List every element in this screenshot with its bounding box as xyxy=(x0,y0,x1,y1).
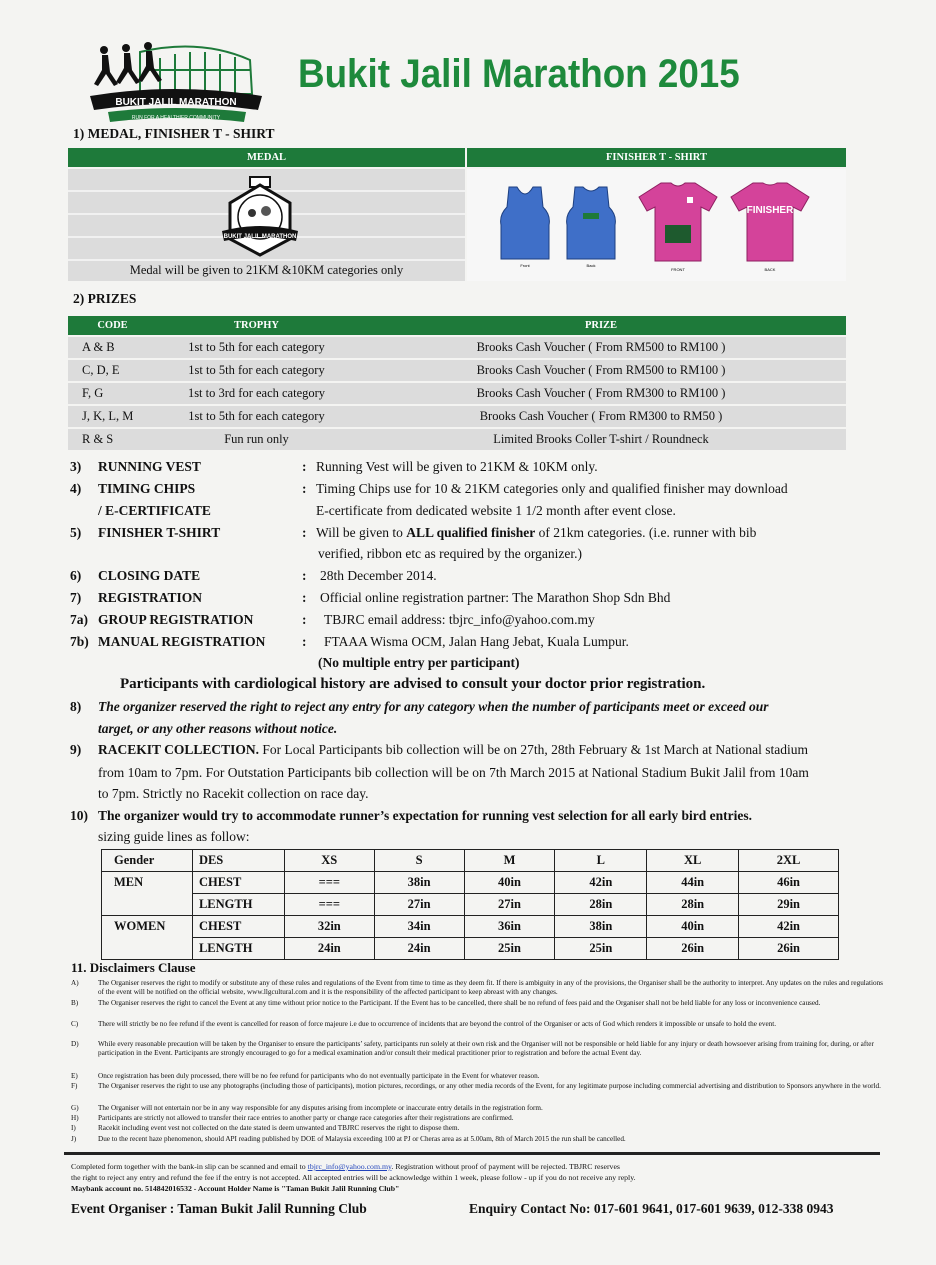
colon: : xyxy=(302,568,307,583)
cell xyxy=(102,894,193,916)
cell: LENGTH xyxy=(192,894,284,916)
divider xyxy=(64,1152,880,1155)
cell: 42in xyxy=(555,872,647,894)
medal-caption: Medal will be given to 21KM &10KM categories only xyxy=(129,263,404,277)
colon: : xyxy=(302,612,307,627)
tee-back-label: BACK xyxy=(764,267,776,272)
cell-trophy: 1st to 5th for each category xyxy=(157,337,356,358)
disclaimer-text: The Organiser reserves the right to cancel the Event at any time without prior notice to the Participant. If the Event has to be cancelled, there shall be no refund of fees paid and the Organiser shall not be held liable for any loss or inconvenience caused. xyxy=(98,999,821,1007)
cell-code: J, K, L, M xyxy=(68,406,157,427)
col-trophy: TROPHY xyxy=(157,316,356,335)
cell-prize: Limited Brooks Coller T-shirt / Roundneck xyxy=(356,429,846,450)
disclaimer-key: A) xyxy=(71,979,79,987)
cell: 38in xyxy=(374,872,464,894)
item-number: 4) xyxy=(70,481,82,496)
disclaimer-text: The Organiser reserves the right to modify or substitute any of these rules and regulations of the Event from time to time as they deem fit. If there is ambiguity in any of the provisions, the Organiser shall be the authority to interpret. Any updates on the rules and regulations of the event will be notified on the official website, www.llgcultural.com and it is the responsibility of the affected participant to keep abreast with any changes. xyxy=(98,979,883,996)
item-value: Running Vest will be given to 21KM & 10KM only. xyxy=(316,459,598,474)
item-value: Timing Chips use for 10 & 21KM categories only and qualified finisher may download xyxy=(316,481,788,496)
value-bold-part: ALL qualified finisher xyxy=(406,525,536,540)
item-value xyxy=(316,525,756,541)
table-row xyxy=(102,872,839,894)
cell: 28in xyxy=(647,894,739,916)
tee-front-label: FRONT xyxy=(671,267,685,272)
col-s: S xyxy=(374,850,464,872)
table-row xyxy=(68,360,846,381)
item-number: 7) xyxy=(70,590,82,605)
item-label-2: / E-CERTIFICATE xyxy=(98,503,211,518)
cell: 29in xyxy=(739,894,839,916)
col-2xl: 2XL xyxy=(739,850,839,872)
colon: : xyxy=(302,459,307,474)
table-row xyxy=(68,383,846,404)
cell: 28in xyxy=(555,894,647,916)
cell xyxy=(102,938,193,960)
cell: 40in xyxy=(647,916,739,938)
sizing-table xyxy=(101,849,839,960)
cell: WOMEN xyxy=(102,916,193,938)
table-row xyxy=(102,894,839,916)
cell: 36in xyxy=(464,916,555,938)
footer-line-2: the right to reject any entry and refund the fee if the entry is not accepted. All accepted entries will be acknowledge within 1 week, please follow - up if you do not receive any reply. xyxy=(71,1173,636,1182)
table-row xyxy=(68,406,846,427)
table-row xyxy=(68,337,846,358)
col-prize: PRIZE xyxy=(356,316,846,335)
item-value: 28th December 2014. xyxy=(320,568,437,583)
medal-header: MEDAL xyxy=(68,148,465,167)
disclaimer-text: Participants are strictly not allowed to transfer their race entries to another party or change race categories after their registrations are confirmed. xyxy=(98,1114,514,1122)
item-value: TBJRC email address: tbjrc_info@yahoo.com.my xyxy=(324,612,595,627)
tee-back-text: FINISHER xyxy=(746,205,794,216)
cell: 24in xyxy=(284,938,374,960)
value-part: of 21km categories. (i.e. runner with bib xyxy=(535,525,757,540)
cell: 42in xyxy=(739,916,839,938)
item-value-2: (No multiple entry per participant) xyxy=(318,655,520,670)
cell: 25in xyxy=(464,938,555,960)
item-line: to 7pm. Strictly no Racekit collection on race day. xyxy=(98,786,369,801)
cell-prize: Brooks Cash Voucher ( From RM500 to RM100 ) xyxy=(356,337,846,358)
footer-text: Completed form together with the bank-in slip can be scanned and email to xyxy=(71,1162,308,1171)
section-prizes-heading: 2) PRIZES xyxy=(73,291,137,306)
disclaimer-key: F) xyxy=(71,1082,78,1090)
footer-line-1 xyxy=(71,1162,620,1172)
cell: 38in xyxy=(555,916,647,938)
cell-code: A & B xyxy=(68,337,157,358)
cell-trophy: 1st to 5th for each category xyxy=(157,360,356,381)
item-label: FINISHER T-SHIRT xyxy=(98,525,221,540)
cell: === xyxy=(284,872,374,894)
table-row xyxy=(102,916,839,938)
cell-prize: Brooks Cash Voucher ( From RM500 to RM100 ) xyxy=(356,360,846,381)
item-line-text: For Local Participants bib collection will be on 27th, 28th February & 1st March at National stadium xyxy=(259,742,808,757)
vest-front-image xyxy=(495,185,555,269)
item-value-2: verified, ribbon etc as required by the organizer.) xyxy=(318,546,583,561)
disclaimer-text: Racekit including event vest not collected on the date stated is deem unwanted and TBJRC reserves the right to dispose them. xyxy=(98,1124,460,1132)
disclaimer-text: While every reasonable precaution will be taken by the Organiser to ensure the participants’ safety, participants run solely at their own risk and the Organiser will not be responsible or held liable for any injury or death howsoever arising from training for, during, or after participation in the Event. Participants are strongly encouraged to go for a medical examination and/or consult their medical practitioner prior to registration and before the actual Event day. xyxy=(98,1040,874,1057)
page-title: Bukit Jalil Marathon 2015 xyxy=(298,52,740,96)
cell: 27in xyxy=(464,894,555,916)
colon: : xyxy=(302,481,307,496)
vest-back-label: Back xyxy=(586,263,596,268)
item-number: 5) xyxy=(70,525,82,540)
item-number: 10) xyxy=(70,808,88,823)
item-line: sizing guide lines as follow: xyxy=(98,829,250,844)
footer-bank-account: Maybank account no. 514842016532 - Account Holder Name is "Taman Bukit Jalil Running Club" xyxy=(71,1184,400,1193)
enquiry-contact: Enquiry Contact No: 017-601 9641, 017-601 9639, 012-338 0943 xyxy=(469,1201,834,1216)
item-label: GROUP REGISTRATION xyxy=(98,612,254,627)
shirt-cell xyxy=(467,169,846,281)
cell: 34in xyxy=(374,916,464,938)
col-l: L xyxy=(555,850,647,872)
vest-back-image xyxy=(561,185,621,269)
item-line xyxy=(98,742,808,758)
cell-code: R & S xyxy=(68,429,157,450)
item-label: MANUAL REGISTRATION xyxy=(98,634,266,649)
table-row xyxy=(102,938,839,960)
item-value-2: E-certificate from dedicated website 1 1/2 month after event close. xyxy=(316,503,676,518)
item-number: 7b) xyxy=(70,634,89,649)
item-line: from 10am to 7pm. For Outstation Participants bib collection will be on 7th March 2015 at National Stadium Bukit Jalil from 10am xyxy=(98,765,809,780)
col-gender: Gender xyxy=(102,850,193,872)
col-code: CODE xyxy=(68,316,157,335)
colon: : xyxy=(302,525,307,540)
tee-back-image xyxy=(729,179,811,275)
disclaimer-text: Once registration has been duly processed, there will be no fee refund for participants who do not eventually participate in the Event for whatever reason. xyxy=(98,1072,540,1080)
item-line: target, or any other reasons without notice. xyxy=(98,721,338,736)
medal-text: BUKIT JALIL MARATHON xyxy=(223,234,297,240)
item-number: 3) xyxy=(70,459,82,474)
disclaimer-text: There will strictly be no fee refund if the event is cancelled for reason of force majeure i.e due to occurrence of incidents that are beyond the control of the Organiser or acts of God which renders it impossible or unsafe to hold the event. xyxy=(98,1020,777,1028)
cell: LENGTH xyxy=(192,938,284,960)
cell: MEN xyxy=(102,872,193,894)
cell: === xyxy=(284,894,374,916)
table-row xyxy=(68,429,846,450)
section-medal-heading: 1) MEDAL, FINISHER T - SHIRT xyxy=(73,126,275,141)
item-line: The organizer would try to accommodate runner’s expectation for running vest selection for all early bird entries. xyxy=(98,808,753,823)
item-lead: RACEKIT COLLECTION. xyxy=(98,742,260,757)
col-xs: XS xyxy=(284,850,374,872)
item-line: The organizer reserved the right to reject any entry for any category when the number of participants meet or exceed our xyxy=(98,699,769,714)
col-m: M xyxy=(464,850,555,872)
colon: : xyxy=(302,634,307,649)
disclaimer-text: The Organiser reserves the right to use any photographs (including those of participants), motion pictures, recordings, or any other media records of the Event, for any legitimate purpose including commercial advertising and distribution to Sponsors anywhere in the world. xyxy=(98,1082,881,1090)
cell-trophy: 1st to 5th for each category xyxy=(157,406,356,427)
cell: 40in xyxy=(464,872,555,894)
logo-tagline: RUN FOR A HEALTHIER COMMUNITY xyxy=(131,115,221,121)
cell-trophy: 1st to 3rd for each category xyxy=(157,383,356,404)
cell-prize: Brooks Cash Voucher ( From RM300 to RM50 ) xyxy=(356,406,846,427)
disclaimer-key: H) xyxy=(71,1114,79,1122)
cell: CHEST xyxy=(192,916,284,938)
event-organiser: Event Organiser : Taman Bukit Jalil Running Club xyxy=(71,1201,367,1216)
cell: 27in xyxy=(374,894,464,916)
cell: CHEST xyxy=(192,872,284,894)
disclaimer-key: E) xyxy=(71,1072,78,1080)
item-label: REGISTRATION xyxy=(98,590,203,605)
item-label: CLOSING DATE xyxy=(98,568,201,583)
marathon-logo xyxy=(80,38,270,126)
item-label: TIMING CHIPS xyxy=(98,481,196,496)
table-header-row xyxy=(68,316,846,335)
item-label: RUNNING VEST xyxy=(98,459,201,474)
table-header-row xyxy=(102,850,839,872)
item-number: 8) xyxy=(70,699,82,714)
value-part: Will be given to xyxy=(316,525,407,540)
medal-shirt-table xyxy=(68,148,846,281)
item-number: 9) xyxy=(70,742,82,757)
cell: 44in xyxy=(647,872,739,894)
medal-cell xyxy=(68,169,465,281)
disclaimers-heading: 11. Disclaimers Clause xyxy=(71,960,196,975)
disclaimer-text: Due to the recent haze phenomenon, should API reading published by DOE of Malaysia exceeding 100 at PJ or Cheras area as at 5.00am, 8th of March 2015 the run shall be cancelled. xyxy=(98,1135,626,1143)
prizes-table xyxy=(68,314,846,452)
cell: 25in xyxy=(555,938,647,960)
disclaimer-key: D) xyxy=(71,1040,79,1048)
cell-prize: Brooks Cash Voucher ( From RM300 to RM100 ) xyxy=(356,383,846,404)
item-number: 7a) xyxy=(70,612,88,627)
medal-image xyxy=(216,175,304,259)
item-number: 6) xyxy=(70,568,82,583)
logo-text: BUKIT JALIL MARATHON xyxy=(115,97,237,108)
cell-code: C, D, E xyxy=(68,360,157,381)
medical-notice: Participants with cardiological history are advised to consult your doctor prior registration. xyxy=(120,676,706,692)
col-xl: XL xyxy=(647,850,739,872)
cell: 24in xyxy=(374,938,464,960)
col-des: DES xyxy=(192,850,284,872)
disclaimer-key: C) xyxy=(71,1020,79,1028)
cell: 26in xyxy=(739,938,839,960)
cell-trophy: Fun run only xyxy=(157,429,356,450)
vest-front-label: Front xyxy=(520,263,530,268)
footer-email-link[interactable]: tbjrc_info@yahoo.com.my xyxy=(307,1162,392,1171)
tee-front-image xyxy=(637,179,719,275)
disclaimer-key: G) xyxy=(71,1104,79,1112)
disclaimer-text: The Organiser will not entertain nor be in any way responsible for any disputes arising from incomplete or inaccurate entry details in the registration form. xyxy=(98,1104,543,1112)
shirt-header: FINISHER T - SHIRT xyxy=(467,148,846,167)
colon: : xyxy=(302,590,307,605)
cell: 46in xyxy=(739,872,839,894)
disclaimer-key: I) xyxy=(71,1124,76,1132)
item-value: Official online registration partner: The Marathon Shop Sdn Bhd xyxy=(320,590,671,605)
disclaimer-key: J) xyxy=(71,1135,77,1143)
cell: 26in xyxy=(647,938,739,960)
item-value: FTAAA Wisma OCM, Jalan Hang Jebat, Kuala Lumpur. xyxy=(324,634,629,649)
footer-text: . Registration without proof of payment will be rejected. TBJRC reserves xyxy=(391,1162,620,1171)
cell-code: F, G xyxy=(68,383,157,404)
cell: 32in xyxy=(284,916,374,938)
disclaimer-key: B) xyxy=(71,999,79,1007)
